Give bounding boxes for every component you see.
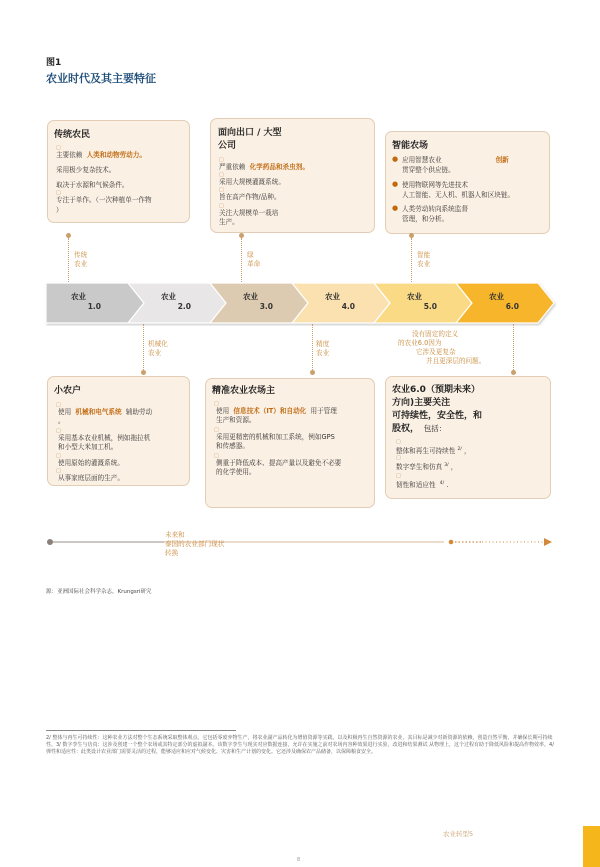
card-title: 农业6.0（预期未来）: [392, 385, 480, 395]
card-line: 严重依赖 化学药品和杀虫剂。: [219, 163, 309, 171]
timeline-label: 未来和 泰国的农业部门现状 转换: [165, 531, 225, 557]
card-line: 旨在高产作物/品种。: [219, 193, 281, 201]
connector-label: 传统 农业: [74, 251, 88, 268]
card-title: 小农户: [54, 386, 82, 396]
card-agriculture-6: 农业6.0（预期未来） 方向)主要关注 可持续性，安全性，和 股权， 包括： □ 整体和再生可持续性 $^{2/}$ ， □ 数字孪生和仿真 $^{3/}$ ， □ 韧性和适应性 $^{4/}$ .: [385, 376, 551, 499]
card-line: 人工智能、无人机、机器人和区块链。: [402, 191, 515, 199]
card-line: ）: [56, 206, 63, 214]
connector-label: 机械化 农业: [148, 340, 168, 357]
connector-line: [513, 324, 514, 372]
page-accent-bar: [583, 826, 600, 867]
card-line: 关注大规模单一栽培: [219, 209, 279, 217]
card-line: 专注于单作。（一次种植单一作物: [56, 196, 152, 204]
figure-label: 图1: [46, 58, 62, 68]
card-title: 股权， 包括：: [392, 424, 447, 434]
card-line: 采用更精密的机械和加工系统，例如GPS: [216, 433, 335, 441]
card-line: 使用 信息技术（IT）和自动化 用于管理: [216, 407, 337, 415]
card-line: 人类劳动转向系统监督: [402, 205, 468, 213]
stage-label: 农业 4.0: [325, 292, 355, 311]
card-line: 的化学使用。: [216, 468, 256, 476]
stage-label: 农业 1.0: [71, 292, 101, 311]
card-line: 从事家庭层面的生产。: [58, 474, 124, 482]
connector-line: [312, 324, 313, 372]
stage-label: 农业 3.0: [243, 292, 273, 311]
timeline-arrow: [44, 535, 556, 549]
card-smart-farm: 智能农场 ● 应用智慧农业 创新 贯穿整个供应链。 ● 使用物联网等先进技术 人工智能、无人机、机器人和区块链。 ● 人类劳动转向系统监督 管理，和分析。: [385, 131, 550, 234]
card-smallholder: 小农户 □ 使用 机械和电气系统 辅助劳动 。 □ 采用基本农业机械，例如拖拉机 和小型大米加工机。 □ 使用原始的灌溉系统。 □ 从事家庭层面的生产。: [47, 376, 190, 486]
card-line: 生产。: [219, 218, 239, 226]
card-line: 韧性和适应性 $^{4/}$ .: [396, 481, 449, 490]
card-title: 方向)主要关注: [392, 398, 451, 408]
card-line: 生产和资源。: [216, 416, 256, 424]
card-title: 可持续性，安全性，和: [392, 411, 483, 421]
card-title: 传统农民: [54, 130, 91, 140]
card-line: 使用 机械和电气系统 辅助劳动: [58, 408, 153, 416]
page-tag: 农业转型5: [443, 830, 474, 838]
stage-label: 农业 2.0: [161, 292, 191, 311]
card-line: 主要依赖 人类和动物劳动力。: [56, 151, 146, 159]
footnote-divider: [46, 730, 236, 731]
connector-label: 没有固定的定义 的农业6.0因为 它涉及更复杂 并且更深层的问题。: [398, 330, 486, 365]
card-line: 整体和再生可持续性 $^{2/}$ ，: [396, 447, 471, 456]
footnote: 2/ 整体与再生可持续性：这种农业方法对整个生态系统采取整体观点。它包括零废弃物生产，将农业副产品转化为增值资源等实践，以及积极再生自然资源的农业，其目标是减少对新资源的依赖，创造自然平衡，并确保长期可持续性。3/ 数字孪生与仿真：这涉及创建一个整个农场或其特定部分的虚拟副本。该数字孪生与现实对应数据连接，允许在实施之前对农场内容种效果进行实验，改进和结果测试 从物理上，这个过程有助于降低风险和提高作物效率。4/ 弹性和适应性：此类设计农业部门需要灵活的过程，能够适应和应对气候变化、灾害和生产计划的变化。它还涉及确保农产品储备，以保障粮食安全。: [46, 735, 554, 755]
card-line: 管理，和分析。: [402, 215, 449, 223]
figure-title: 农业时代及其主要特征: [46, 72, 156, 85]
connector-line: [143, 324, 144, 372]
card-precision-farmer: 精准农业农场主 □ 使用 信息技术（IT）和自动化 用于管理 生产和资源。 □ 采用更精密的机械和加工系统，例如GPS 和传感器。 □ 侧重于降低成本、提高产量以及避免不必要 的化学使用。: [205, 378, 375, 508]
card-line: 采用极少复杂技术。: [56, 166, 116, 174]
card-line: 使用原始的灌溉系统。: [58, 459, 124, 467]
card-line: 侧重于降低成本、提高产量以及避免不必要: [216, 459, 342, 467]
card-title: 面向出口 / 大型: [218, 128, 282, 138]
card-line: 采用基本农业机械，例如拖拉机: [58, 434, 151, 442]
card-line: 。: [58, 417, 65, 425]
card-title: 精准农业农场主: [212, 386, 276, 396]
card-line: 采用大规模灌溉系统。: [219, 178, 285, 186]
card-line: 和小型大米加工机。: [58, 443, 118, 451]
connector-dot: [511, 370, 516, 375]
stage-chevrons: [40, 280, 560, 326]
card-title: 公司: [218, 141, 237, 151]
connector-label: 精度 农业: [316, 340, 330, 357]
card-line: 取决于水源和气候条件。: [56, 181, 129, 189]
page-number: 8: [297, 857, 301, 863]
stage-label: 农业 5.0: [407, 292, 437, 311]
card-line: 使用物联网等先进技术: [402, 181, 468, 189]
card-line: 应用智慧农业 创新: [402, 156, 509, 164]
connector-label: 绿 革命: [247, 251, 261, 268]
stage-label: 农业 6.0: [489, 292, 519, 311]
card-export-company: 面向出口 / 大型 公司 □ 严重依赖 化学药品和杀虫剂。 □ 采用大规模灌溉系统。 □ 旨在高产作物/品种。 □ 关注大规模单一栽培 生产。: [210, 118, 375, 233]
card-line: 贯穿整个供应链。: [402, 166, 455, 174]
connector-label: 智能 农业: [417, 251, 431, 268]
card-title: 智能农场: [392, 141, 429, 151]
card-traditional-farmer: 传统农民 □ 主要依赖 人类和动物劳动力。 采用极少复杂技术。 取决于水源和气候条件。 □ 专注于单作。（一次种植单一作物 ）: [47, 120, 190, 223]
card-line: 数字孪生和仿真 $^{3/}$ ，: [396, 463, 458, 472]
connector-dot: [310, 370, 315, 375]
card-line: 和传感器。: [216, 442, 249, 450]
connector-dot: [141, 370, 146, 375]
source-note: 源：亚洲国际社会科学杂志，Krungsri研究: [46, 589, 152, 595]
